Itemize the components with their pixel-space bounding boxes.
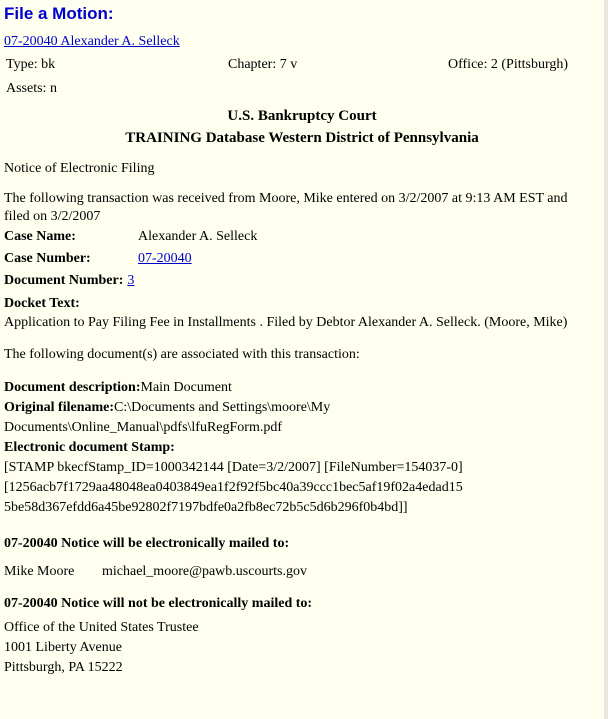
associated-documents-text: The following document(s) are associated with this transaction: <box>4 347 360 362</box>
address-line-2: 1001 Liberty Avenue <box>4 640 122 655</box>
original-filename-value-part1: C:\Documents and Settings\moore\My <box>114 400 331 415</box>
case-assets: Assets: n <box>6 81 57 96</box>
document-number-label: Document Number: <box>4 273 124 288</box>
document-stamp-line3: 5be58d367efdd6a45be92802f7197bdfe0a2fb8ec72b5c5d6b296f0b4bd]] <box>4 500 408 515</box>
document-stamp-line2: [1256acb7f1729aa48048ea0403849ea1f2f92f5bc40a39ccc1bec5af19f02a4edad15 <box>4 480 463 495</box>
case-name-label: Case Name: <box>4 229 76 244</box>
document-number-link[interactable]: 3 <box>127 273 135 288</box>
case-type: Type: bk <box>6 57 56 72</box>
mailed-heading: 07-20040 Notice will be electronically mailed to: <box>4 536 290 551</box>
original-filename-value-part2: Documents\Online_Manual\pdfs\lfuRegForm.pdf <box>4 420 283 435</box>
document-description-row <box>4 378 600 398</box>
case-number-label: Case Number: <box>4 251 91 266</box>
notice-title: Notice of Electronic Filing <box>4 161 155 176</box>
recipient-email: michael_moore@pawb.uscourts.gov <box>102 564 307 579</box>
page-content <box>4 0 600 678</box>
document-stamp-line1: [STAMP bkecfStamp_ID=1000342144 [Date=3/2/2007] [FileNumber=154037-0] <box>4 460 463 475</box>
trustee-address <box>4 618 600 678</box>
transaction-text: The following transaction was received from Moore, Mike entered on 3/2/2007 at 9:13 AM EST and filed on 3/2/2007 <box>4 191 568 224</box>
address-line-1: Office of the United States Trustee <box>4 620 199 635</box>
document-stamp-label: Electronic document Stamp: <box>4 440 175 455</box>
page-title: File a Motion: <box>4 4 114 23</box>
case-chapter: Chapter: 7 v <box>228 57 298 72</box>
court-district: TRAINING Database Western District of Pennsylvania <box>125 130 479 146</box>
document-description-value: Main Document <box>140 380 232 395</box>
case-info-row <box>4 56 600 74</box>
case-name-value: Alexander A. Selleck <box>138 229 258 244</box>
not-mailed-heading: 07-20040 Notice will not be electronically mailed to: <box>4 596 313 611</box>
mail-recipient-row <box>4 562 600 582</box>
docket-text: Application to Pay Filing Fee in Installments . Filed by Debtor Alexander A. Selleck. (Moore, Mike) <box>4 315 568 330</box>
case-link[interactable]: 07-20040 Alexander A. Selleck <box>4 34 180 49</box>
case-office: Office: 2 (Pittsburgh) <box>448 57 569 72</box>
docket-text-label: Docket Text: <box>4 296 80 311</box>
document-description-label: Document description: <box>4 380 141 395</box>
case-number-link[interactable]: 07-20040 <box>138 251 192 266</box>
document-details <box>4 378 600 518</box>
window-edge <box>604 0 608 719</box>
original-filename-label: Original filename: <box>4 400 115 415</box>
recipient-name: Mike Moore <box>4 564 75 579</box>
court-name: U.S. Bankruptcy Court <box>227 108 377 124</box>
address-line-3: Pittsburgh, PA 15222 <box>4 660 123 675</box>
case-number-row <box>4 248 600 270</box>
original-filename-row <box>4 398 600 418</box>
case-name-row <box>4 226 600 248</box>
document-number-row <box>4 270 600 292</box>
